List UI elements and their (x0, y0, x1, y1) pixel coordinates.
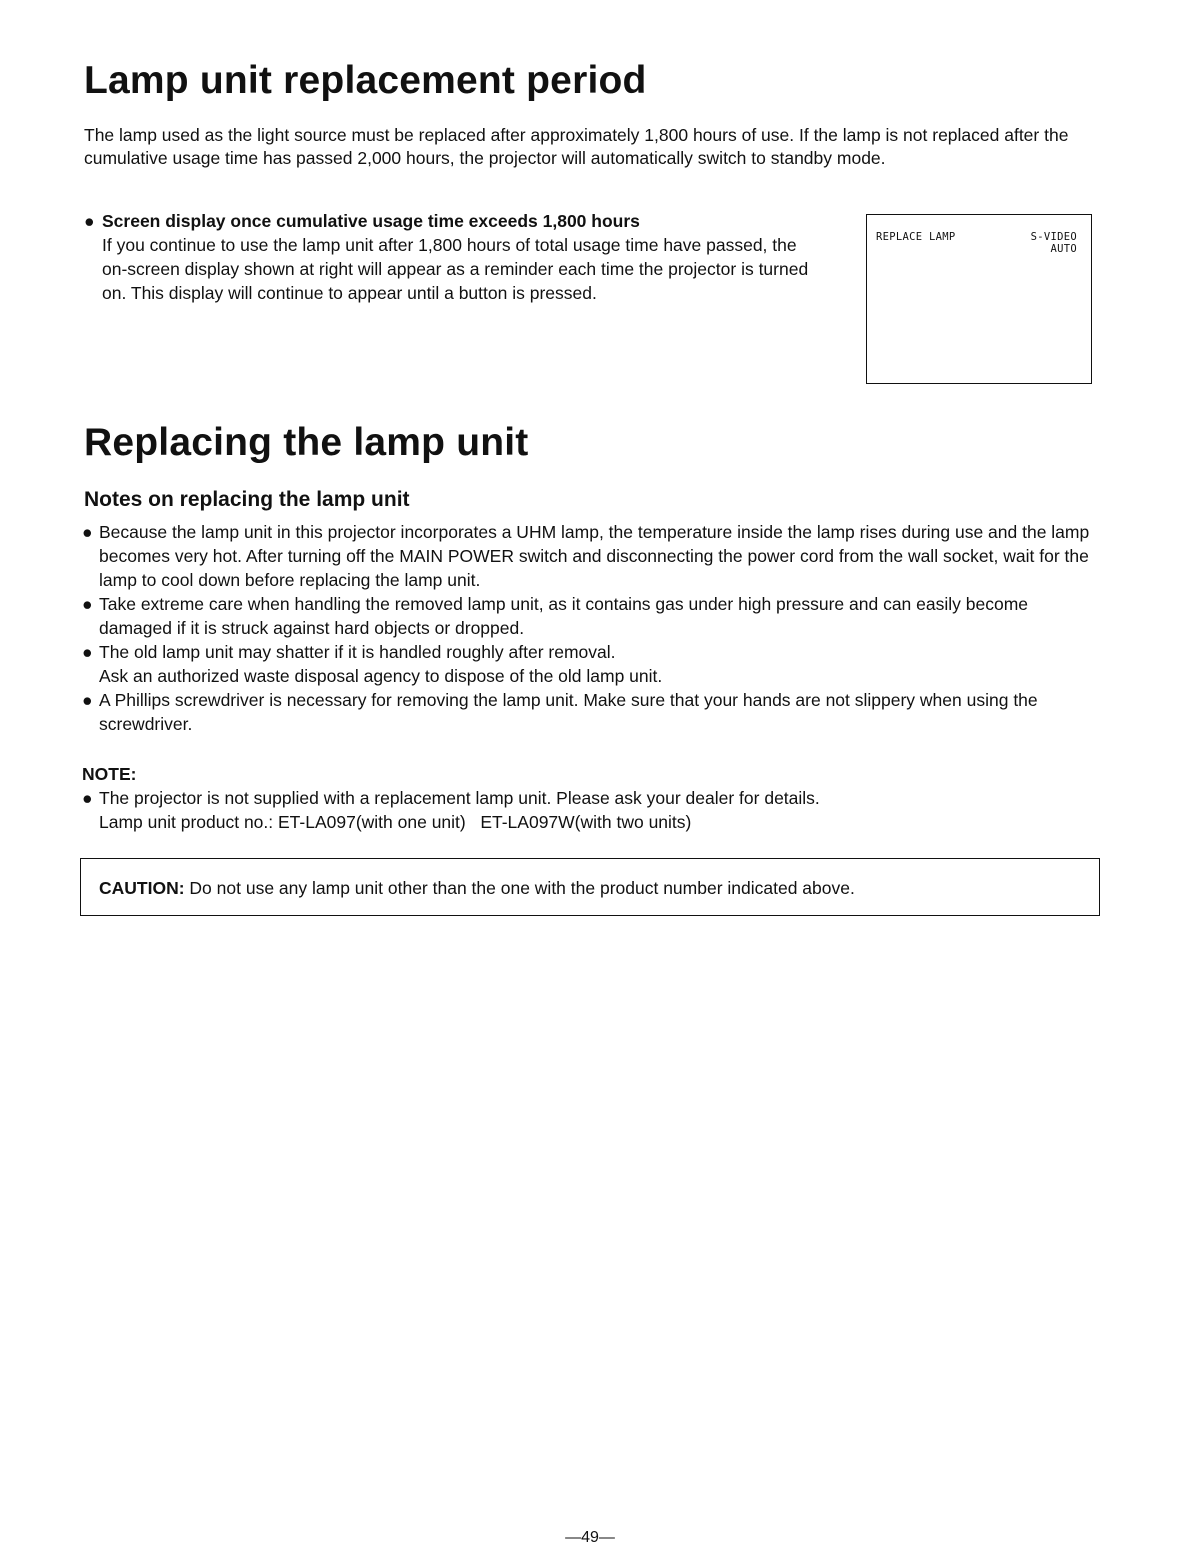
intro-paragraph: The lamp used as the light source must be replaced after approximately 1,800 hours of use. If the lamp is not replaced after the cumulative usage time has passed 2,000 hours, the projector will automatically switch to standby mode. (84, 125, 1069, 168)
product-number-line: Lamp unit product no.: ET-LA097(with one unit) ET-LA097W(with two units) (99, 812, 692, 832)
osd-input-mode: AUTO (1050, 243, 1077, 255)
osd-bullet-heading-text: Screen display once cumulative usage time exceeds 1,800 hours (102, 211, 640, 231)
note-line (82, 786, 1082, 810)
list-item (82, 640, 1102, 688)
section-title-replacement-period: Lamp unit replacement period (84, 59, 647, 102)
bullet-icon: ● (82, 690, 93, 710)
section-title-replacing-lamp: Replacing the lamp unit (84, 421, 529, 464)
caution-box (80, 858, 1100, 916)
caution-label: CAUTION: (99, 878, 185, 898)
osd-bullet-heading (84, 210, 824, 233)
bullet-icon: ● (82, 788, 93, 808)
note-text: Take extreme care when handling the removed lamp unit, as it contains gas under high pressure and can easily become damaged if it is struck against hard objects or dropped. (99, 594, 1029, 638)
bullet-icon: ● (82, 594, 93, 614)
note-text: A Phillips screwdriver is necessary for removing the lamp unit. Make sure that your hands are not slippery when using the screwdriver. (99, 690, 1038, 734)
list-item (82, 520, 1102, 592)
osd-replace-lamp-text: REPLACE LAMP (876, 231, 956, 243)
list-item (82, 688, 1102, 736)
list-item (82, 592, 1102, 640)
osd-bullet-body: If you continue to use the lamp unit after 1,800 hours of total usage time have passed, the on-screen display shown at right will appear as a reminder each time the projector is turned on. This display will continue to appear until a button is pressed. (102, 235, 809, 303)
osd-input-source: S-VIDEO (1030, 231, 1077, 243)
caution-message: Do not use any lamp unit other than the one with the product number indicated above. (189, 878, 855, 898)
bullet-icon: ● (82, 522, 93, 542)
on-screen-display-illustration (866, 214, 1092, 384)
bullet-icon: ● (82, 642, 93, 662)
notes-list (82, 520, 1102, 736)
bullet-icon: ● (84, 211, 95, 231)
note-body (82, 786, 1082, 834)
caution-text (99, 877, 855, 899)
osd-input-status (1031, 231, 1077, 255)
note-line-text: The projector is not supplied with a replacement lamp unit. Please ask your dealer for details. (99, 788, 820, 808)
osd-bullet-section (84, 210, 824, 305)
notes-subtitle: Notes on replacing the lamp unit (84, 488, 410, 511)
note-title: NOTE: (82, 764, 137, 784)
page-number: —49— (565, 1529, 615, 1546)
note-text: Because the lamp unit in this projector incorporates a UHM lamp, the temperature inside the lamp rises during use and the lamp becomes very hot. After turning off the MAIN POWER switch and disconnecting the power cord from the wall socket, wait for the lamp to cool down before replacing the lamp unit. (99, 522, 1090, 590)
note-text-extra: Ask an authorized waste disposal agency to dispose of the old lamp unit. (99, 666, 663, 686)
note-text: The old lamp unit may shatter if it is handled roughly after removal. (99, 642, 616, 662)
